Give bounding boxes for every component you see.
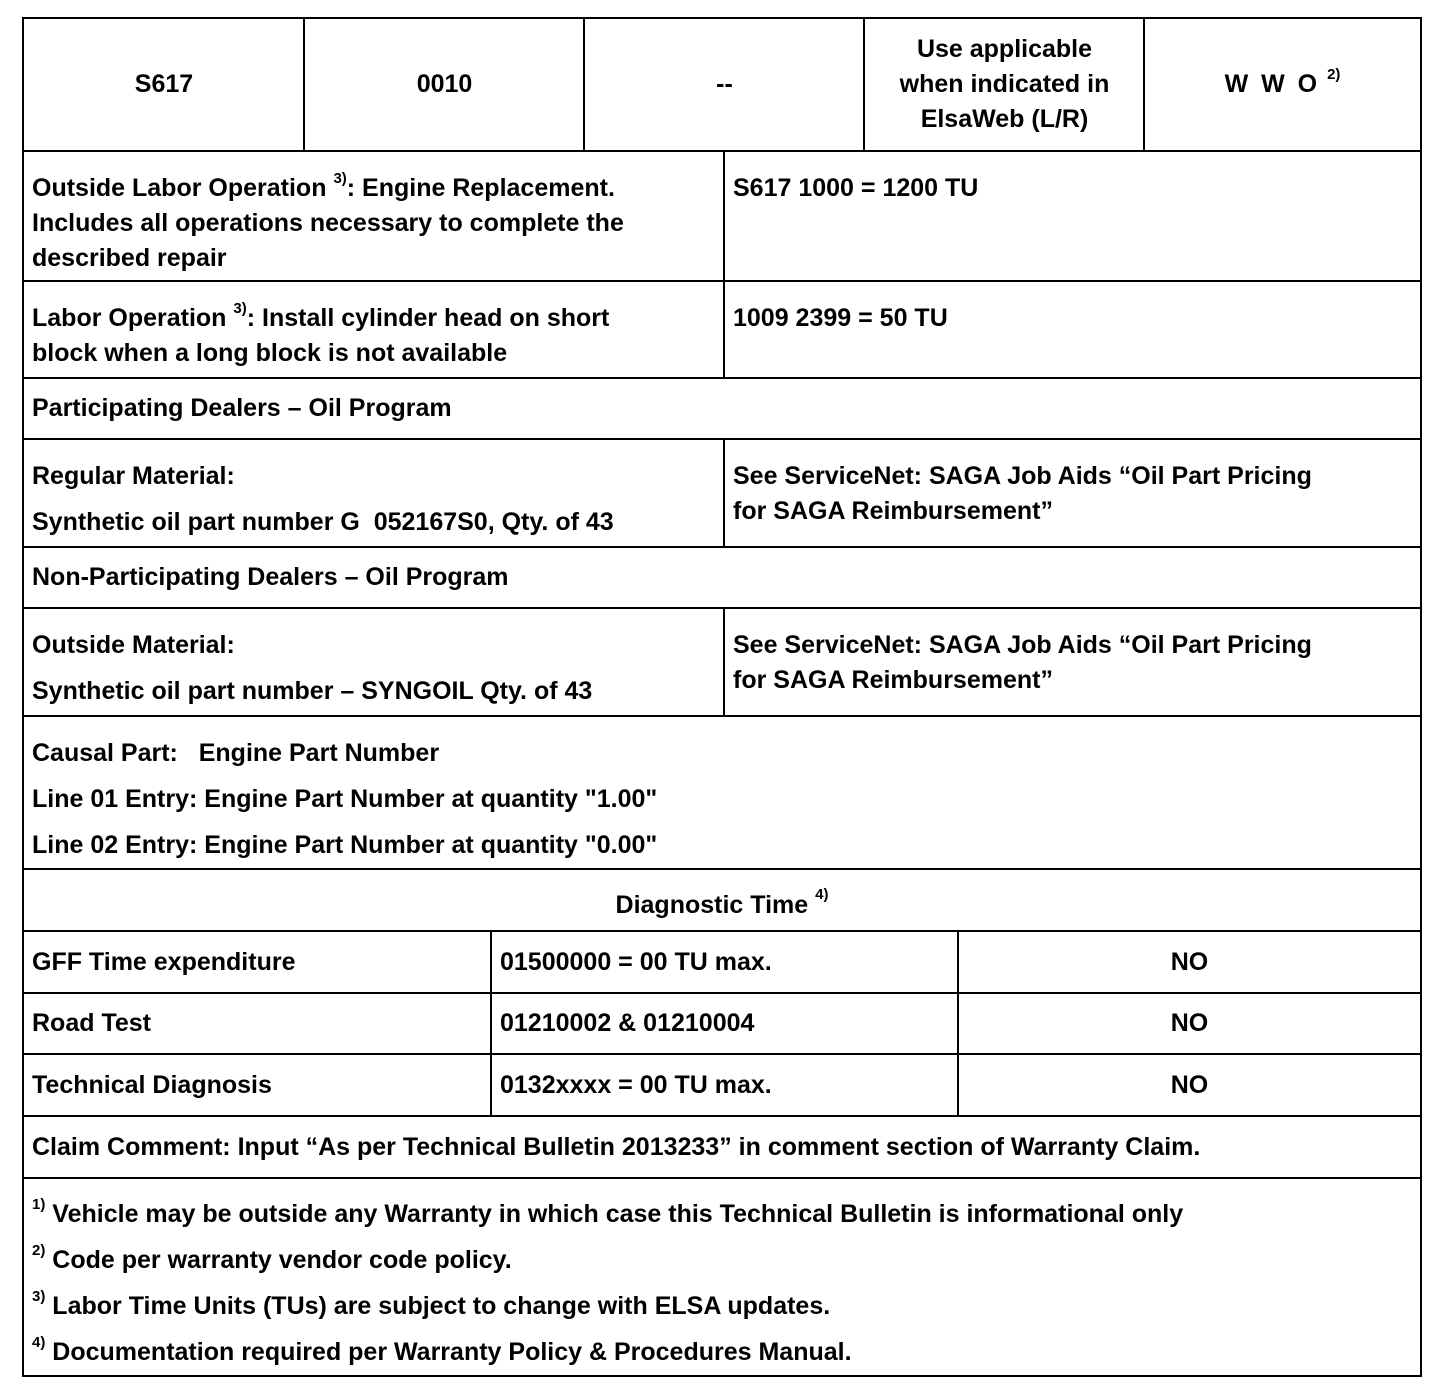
participating-reference	[723, 440, 1420, 546]
participating-heading-row	[24, 379, 1420, 440]
claim-comment-text: Claim Comment: Input “As per Technical Bulletin 2013233” in comment section of Warranty Claim.	[32, 1132, 1201, 1161]
footnote-item	[32, 1197, 1412, 1232]
wwo-text: W W O	[1224, 70, 1321, 98]
labor-operation-description	[24, 282, 724, 377]
diagnostic-title-text: Diagnostic Time	[615, 890, 809, 919]
diagnostic-name-cell	[24, 932, 491, 992]
diagnostic-name: Technical Diagnosis	[32, 1070, 272, 1099]
diagnostic-code: 01500000 = 00 TU max.	[500, 947, 772, 976]
claim-comment	[24, 1117, 1420, 1177]
diagnostic-flag-cell	[957, 932, 1420, 992]
regular-material-label: Regular Material:	[32, 462, 235, 490]
non-participating-heading-row	[24, 548, 1420, 609]
footnote-text: Labor Time Units (TUs) are subject to change with ELSA updates.	[52, 1292, 831, 1320]
applicable-line-2: when indicated in	[899, 70, 1110, 98]
non-participating-reference-line-2: for SAGA Reimbursement”	[733, 666, 1053, 694]
causal-part	[24, 717, 1420, 868]
diagnostic-code-cell	[490, 932, 958, 992]
diagnostic-name-cell	[24, 1055, 491, 1115]
footnote-mark: 3)	[32, 1287, 46, 1305]
non-participating-material-row	[24, 609, 1420, 717]
diagnostic-name-cell	[24, 994, 491, 1053]
participating-reference-line-2: for SAGA Reimbursement”	[733, 497, 1053, 525]
outside-labor-line-2: Includes all operations necessary to complete the	[32, 209, 624, 237]
outside-labor-description	[24, 152, 724, 280]
diagnostic-title-row	[24, 870, 1420, 932]
non-participating-reference-line-1: See ServiceNet: SAGA Job Aids “Oil Part Pricing	[733, 631, 1312, 659]
labor-operation-value	[723, 282, 1420, 377]
header-number	[303, 19, 584, 150]
outside-labor-value	[723, 152, 1420, 280]
applicable-line-3: ElsaWeb (L/R)	[920, 105, 1089, 133]
regular-material-detail: Synthetic oil part number G 052167S0, Qty. of 43	[32, 508, 614, 536]
outside-labor-line-3: described repair	[32, 244, 227, 272]
participating-reference-line-1: See ServiceNet: SAGA Job Aids “Oil Part Pricing	[733, 462, 1312, 490]
footnotes-row	[24, 1179, 1420, 1375]
footnotes	[24, 1179, 1420, 1375]
diagnostic-flag-cell	[957, 1055, 1420, 1115]
non-participating-material	[24, 609, 724, 715]
diagnostic-name: Road Test	[32, 1009, 151, 1037]
causal-part-row	[24, 717, 1420, 870]
labor-operation-line-2: block when a long block is not available	[32, 339, 508, 367]
outside-labor-label: Outside Labor Operation	[32, 174, 327, 202]
header-dash-text: --	[716, 70, 733, 98]
outside-labor-row	[24, 152, 1420, 282]
wwo-footnote-mark: 2)	[1327, 65, 1341, 83]
diagnostic-row	[24, 994, 1420, 1055]
applicable-line-1: Use applicable	[916, 35, 1093, 63]
causal-part-line-1: Causal Part: Engine Part Number	[32, 739, 440, 767]
diagnostic-code: 0132xxxx = 00 TU max.	[500, 1070, 772, 1099]
header-number-text: 0010	[416, 70, 473, 98]
participating-heading	[24, 379, 1420, 438]
header-row	[24, 19, 1420, 152]
header-wwo	[1143, 19, 1420, 150]
header-dash	[583, 19, 864, 150]
footnote-text: Documentation required per Warranty Policy & Procedures Manual.	[52, 1338, 852, 1366]
labor-operation-value-text: 1009 2399 = 50 TU	[733, 304, 948, 332]
footnote-item	[32, 1289, 1412, 1324]
diagnostic-flag: NO	[1170, 947, 1209, 976]
non-participating-reference	[723, 609, 1420, 715]
diagnostic-code-cell	[490, 1055, 958, 1115]
footnote-item	[32, 1243, 1412, 1278]
footnote-mark: 2)	[32, 1241, 46, 1259]
diagnostic-flag: NO	[1170, 1009, 1209, 1037]
diagnostic-name: GFF Time expenditure	[32, 947, 296, 976]
labor-operation-line-1: : Install cylinder head on short	[246, 304, 610, 332]
diagnostic-row	[24, 932, 1420, 994]
labor-operation-row	[24, 282, 1420, 379]
footnote-text: Vehicle may be outside any Warranty in which case this Technical Bulletin is informational only	[52, 1200, 1184, 1228]
diagnostic-flag-cell	[957, 994, 1420, 1053]
footnote-item	[32, 1335, 1412, 1370]
claim-comment-row	[24, 1117, 1420, 1179]
non-participating-heading	[24, 548, 1420, 607]
causal-part-line-2: Line 01 Entry: Engine Part Number at quantity "1.00"	[32, 785, 658, 813]
footnote-text: Code per warranty vendor code policy.	[52, 1246, 512, 1274]
labor-operation-label: Labor Operation	[32, 304, 227, 332]
labor-operation-footnote-mark: 3)	[233, 299, 247, 317]
header-code	[24, 19, 304, 150]
outside-labor-value-text: S617 1000 = 1200 TU	[733, 174, 979, 202]
non-participating-heading-text: Non-Participating Dealers – Oil Program	[32, 563, 509, 591]
participating-heading-text: Participating Dealers – Oil Program	[32, 394, 452, 422]
outside-material-detail: Synthetic oil part number – SYNGOIL Qty. of 43	[32, 677, 593, 705]
outside-labor-footnote-mark: 3)	[333, 169, 347, 187]
diagnostic-code-cell	[490, 994, 958, 1053]
diagnostic-footnote-mark: 4)	[815, 886, 829, 904]
outside-labor-line-1: : Engine Replacement.	[346, 174, 615, 202]
footnote-mark: 1)	[32, 1195, 46, 1213]
header-applicable	[863, 19, 1144, 150]
diagnostic-code: 01210002 & 01210004	[500, 1009, 755, 1037]
causal-part-line-3: Line 02 Entry: Engine Part Number at quantity "0.00"	[32, 831, 658, 859]
participating-material	[24, 440, 724, 546]
diagnostic-flag: NO	[1170, 1070, 1209, 1099]
diagnostic-row	[24, 1055, 1420, 1117]
header-code-text: S617	[134, 70, 194, 98]
warranty-table	[22, 17, 1422, 1377]
diagnostic-title	[24, 870, 1420, 930]
footnote-mark: 4)	[32, 1333, 46, 1351]
outside-material-label: Outside Material:	[32, 631, 235, 659]
participating-material-row	[24, 440, 1420, 548]
